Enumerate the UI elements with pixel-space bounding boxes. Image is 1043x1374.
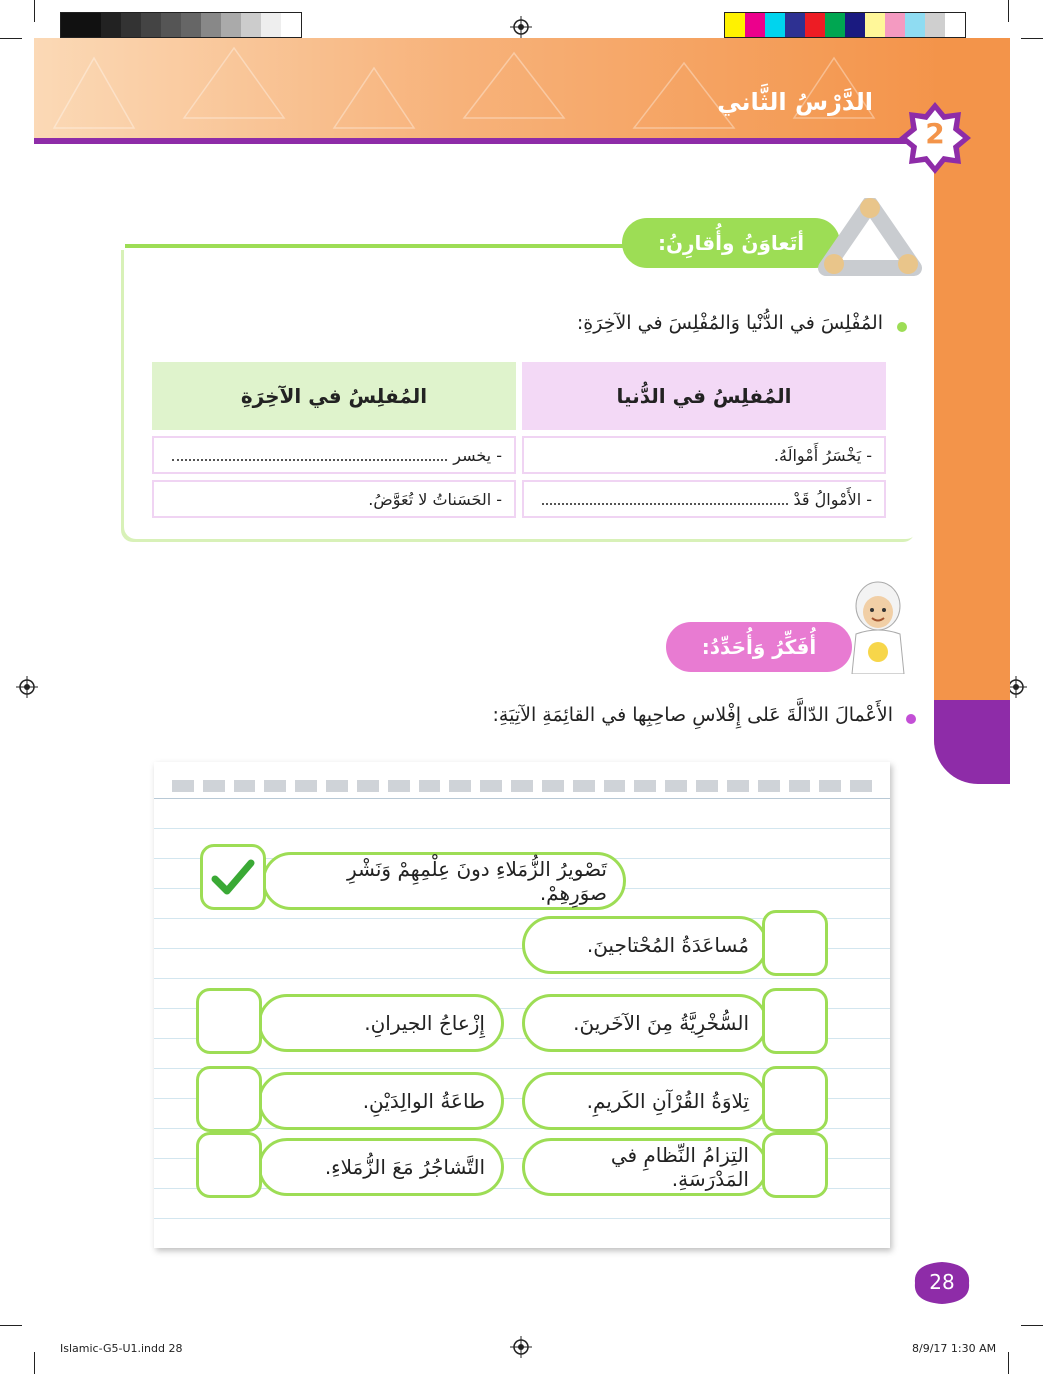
notebook-perforation — [172, 780, 872, 794]
list-item: مُساعَدَةُ المُحْتاجينَ. — [522, 916, 768, 974]
boy-thinking-icon — [842, 578, 914, 674]
cooperate-question: المُفْلِسَ في الدُّنْيا وَالمُفْلِسَ في الآخِرَةِ: — [576, 312, 883, 334]
table-cell: - يَخْسَرُ أَمْوالَهُ. — [522, 436, 886, 474]
grayscale-registration-bar — [60, 12, 302, 38]
side-tab-accent — [934, 700, 1010, 784]
table-cell: - الحَسَناتُ لا تُعَوَّضُ. — [152, 480, 516, 518]
checkbox[interactable] — [762, 1132, 828, 1198]
page-number: 28 — [929, 1270, 955, 1294]
checkbox[interactable] — [196, 1066, 262, 1132]
answer-blank[interactable] — [542, 493, 788, 505]
lesson-number: 2 — [925, 117, 945, 150]
think-title: أُفَكِّرُ وَأُحَدِّدُ: — [666, 622, 852, 672]
footer-file: Islamic-G5-U1.indd 28 — [60, 1342, 183, 1355]
bullet-icon — [897, 322, 907, 332]
crop-mark — [1021, 38, 1043, 39]
crop-mark — [1008, 0, 1009, 22]
crop-mark — [34, 0, 35, 22]
lesson-title: الدَّرْسُ الثَّاني — [717, 88, 873, 116]
registration-mark-icon — [510, 16, 532, 38]
color-registration-bar — [724, 12, 966, 38]
registration-mark-icon — [16, 676, 38, 698]
list-item: تَصْويرُ الزُّمَلاءِ دونَ عِلْمِهِمْ وَنَشْرِ صوَرِهِمْ. — [262, 852, 626, 910]
list-item: التِزامُ النِّظامِ في المَدْرَسَةِ. — [522, 1138, 768, 1196]
list-item: السُّخْرِيَّةُ مِنَ الآخَرينَ. — [522, 994, 768, 1052]
checkbox[interactable] — [196, 1132, 262, 1198]
checkbox[interactable] — [200, 844, 266, 910]
table-header-world: المُفلِسُ في الدُّنيا — [522, 362, 886, 430]
footer-timestamp: 8/9/17 1:30 AM — [912, 1342, 997, 1355]
crop-mark — [0, 1325, 22, 1326]
crop-mark — [1021, 1325, 1043, 1326]
table-cell-fill[interactable]: - الأَمْوالُ قَدْ — [522, 480, 886, 518]
table-cell-fill[interactable]: - يخسر — [152, 436, 516, 474]
checkmark-icon — [211, 857, 255, 897]
crop-mark — [1008, 1352, 1009, 1374]
registration-mark-icon — [510, 1336, 532, 1358]
teamwork-hands-icon — [818, 198, 922, 278]
crop-mark — [34, 1352, 35, 1374]
list-item: إِزْعاجُ الجيرانِ. — [258, 994, 504, 1052]
bullet-icon — [906, 714, 916, 724]
cooperate-title: أتَعاوَنُ وأُقارِنُ: — [622, 218, 840, 268]
checkbox[interactable] — [762, 1066, 828, 1132]
list-item: طاعَةُ الوالِدَيْنِ. — [258, 1072, 504, 1130]
list-item: التَّشاجُرُ مَعَ الزُّمَلاءِ. — [258, 1138, 504, 1196]
checkbox[interactable] — [762, 988, 828, 1054]
checkbox[interactable] — [762, 910, 828, 976]
answer-blank[interactable] — [172, 449, 447, 461]
checkbox[interactable] — [196, 988, 262, 1054]
list-item: تِلاوَةُ القُرْآنِ الكَريمِ. — [522, 1072, 768, 1130]
think-question: الأَعْمالَ الدّالَّةَ عَلى إِفْلاسِ صاحِبِها في القائِمَةِ الآتِيَةِ: — [492, 704, 893, 726]
crop-mark — [0, 38, 22, 39]
table-header-hereafter: المُفلِسُ في الآخِرَةِ — [152, 362, 516, 430]
header-divider — [34, 138, 974, 144]
